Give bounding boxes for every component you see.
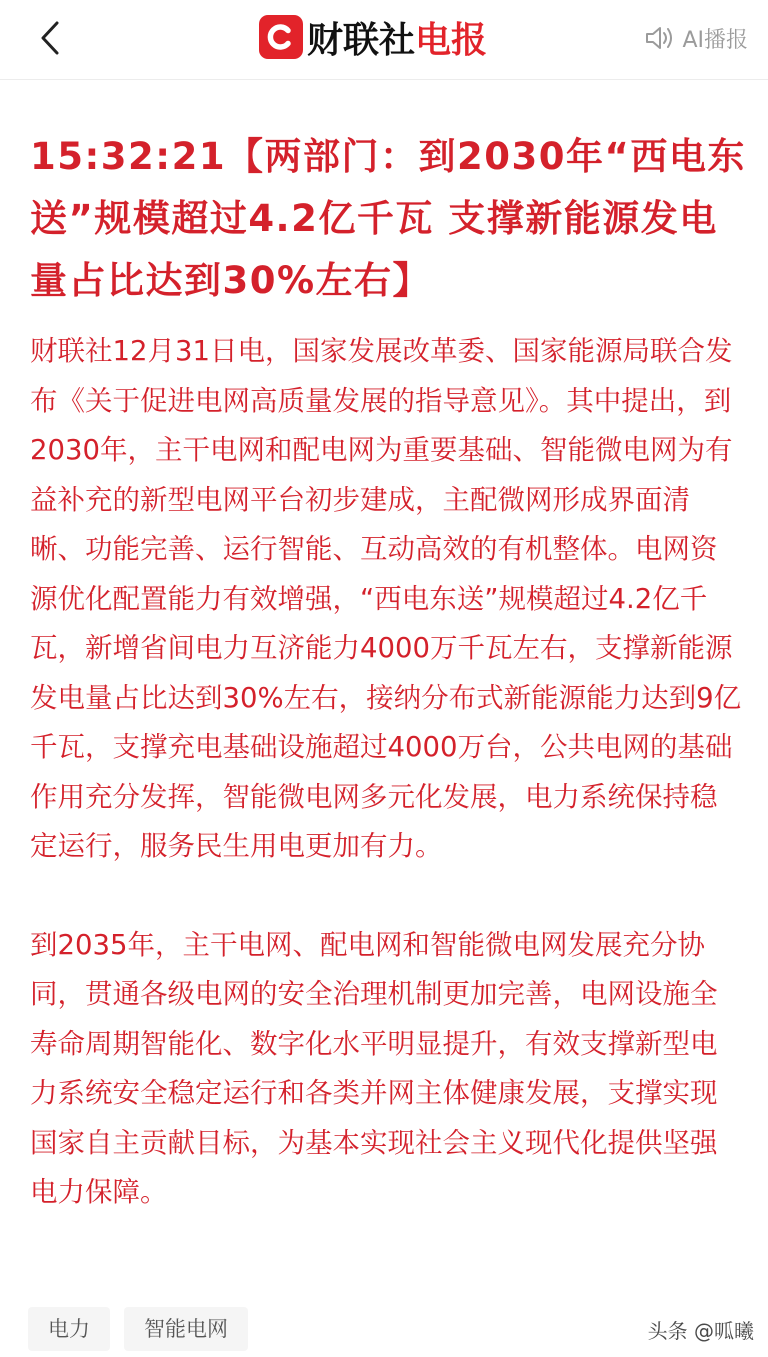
ai-play-button[interactable]: [644, 20, 748, 56]
article-body: [30, 327, 742, 1218]
chevron-left-icon: [39, 20, 61, 56]
tag-list: [28, 1307, 248, 1351]
logo-mark-icon: [259, 15, 303, 59]
logo-suffix: 电报: [415, 19, 488, 61]
speaker-icon: [644, 25, 674, 51]
logo-name: 财联社: [307, 19, 416, 61]
ai-play-label: AI播报: [682, 27, 748, 53]
article-headline: 15:32:21【两部门：到2030年“西电东送”规模超过4.2亿千瓦 支撑新能源发电量占比达到30%左右】: [30, 135, 746, 302]
top-bar: [0, 0, 768, 80]
logo-text: [307, 12, 487, 63]
tag-item[interactable]: 电力: [28, 1307, 110, 1351]
watermark: 头条 @呱曦: [647, 1319, 754, 1343]
article-paragraph: 财联社12月31日电，国家发展改革委、国家能源局联合发布《关于促进电网高质量发展的指导意见》。其中提出，到2030年，主干电网和配电网为重要基础、智能微电网为有益补充的新型电网平台初步建成，主配微网形成界面清晰、功能完善、运行智能、互动高效的有机整体。电网资源优化配置能力有效增强，“西电东送”规模超过4.2亿千瓦，新增省间电力互济能力4000万千瓦左右，支撑新能源发电量占比达到30%左右，接纳分布式新能源能力达到9亿千瓦，支撑充电基础设施超过4000万台，公共电网的基础作用充分发挥，智能微电网多元化发展，电力系统保持稳定运行，服务民生用电更加有力。: [30, 335, 742, 862]
tag-item[interactable]: 智能电网: [124, 1307, 248, 1351]
article-paragraph: 到2035年，主干电网、配电网和智能微电网发展充分协同，贯通各级电网的安全治理机制更加完善，电网设施全寿命周期智能化、数字化水平明显提升，有效支撑新型电力系统安全稳定运行和各类并网主体健康发展，支撑实现国家自主贡献目标，为基本实现社会主义现代化提供坚强电力保障。: [30, 928, 718, 1208]
back-button[interactable]: [28, 16, 72, 60]
app-logo: [259, 15, 487, 59]
